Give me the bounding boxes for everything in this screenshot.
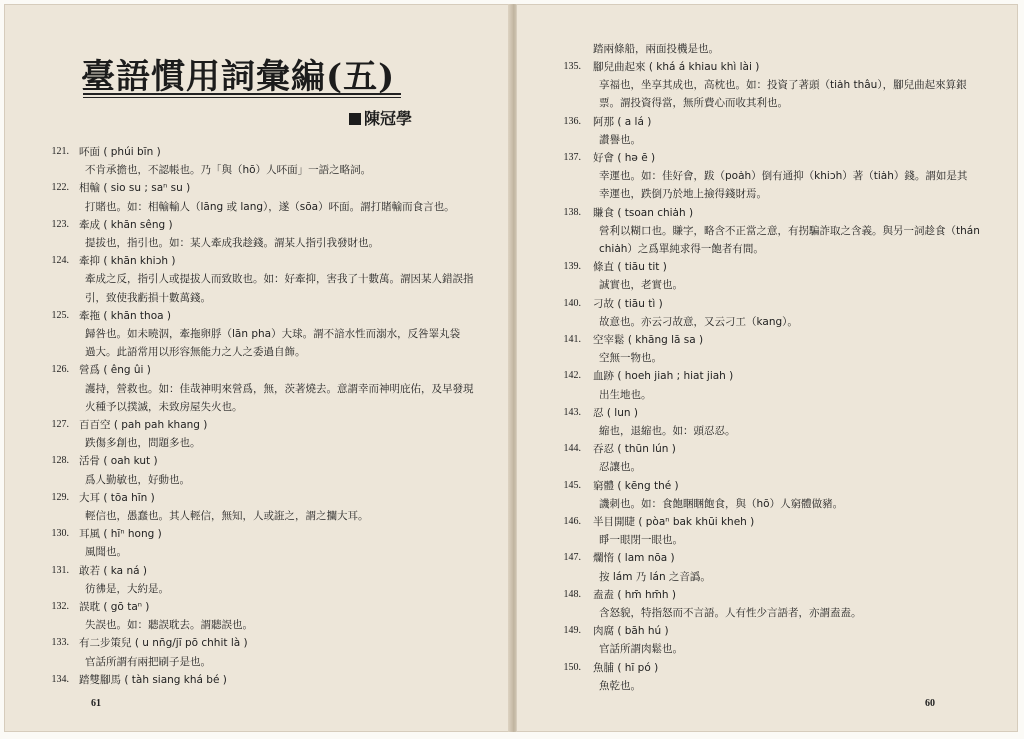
entry-definition: 爲人勤敏也，好動也。 (85, 473, 190, 486)
square-bullet-icon (349, 113, 361, 125)
entry-term: 血跡 ( hoeh jiah ; hiat jiah ) (593, 370, 734, 383)
entry-term: 空宰鬆 ( khāng lā sa ) (593, 334, 704, 346)
entry-term: 好會 ( hə ē ) (593, 152, 656, 164)
entry-number: 139. (563, 261, 581, 273)
entry-definition: 營利以糊口也。賺字，略含不正當之意，有拐騙詐取之含義。與另一詞趁食（thán (599, 224, 980, 237)
entry-definition: 輕信也，愚蠢也。其人輕信，無知，人或誑之，謂之攔大耳。 (85, 509, 369, 522)
entry-number: 142. (563, 370, 581, 382)
entry-definition: 提拔也，指引也。如：某人牽成我趁錢。謂某人指引我發財也。 (85, 236, 379, 249)
entry-number: 141. (563, 334, 581, 345)
entry-term: 賺食 ( tsoan chiȧh ) (593, 206, 694, 219)
entry-number: 150. (563, 661, 581, 673)
entry-definition: 空無一物也。 (599, 352, 662, 365)
entry-definition: 票。謂投資得當，無所費心而收其利也。 (599, 97, 788, 110)
entry-definition: 幸運也。如：佳好會，跋（poȧh）倒有通抑（khiɔh）著（tiȧh）錢。謂如是其 (599, 170, 968, 183)
entry-term: 耳風 ( hīⁿ hong ) (79, 528, 162, 541)
entry-definition: 含怒貌，特指怒而不言語。人有性少言語者，亦謂盍盍。 (599, 606, 862, 619)
entry-term: 百百空 ( pah pah khang ) (79, 419, 208, 431)
entry-definition: 跌傷多創也，問題多也。 (85, 437, 201, 450)
entry-term: 阿那 ( a lá ) (593, 115, 652, 128)
entry-number: 138. (563, 206, 581, 218)
entry-number: 133. (51, 637, 69, 649)
entry-term: 盍盍 ( hm̄ hm̄h ) (593, 588, 676, 601)
entry-term: 敢若 ( ka ná ) (79, 564, 147, 577)
page-number-left: 61 (91, 698, 101, 709)
entry-term: 爛惰 ( lam nōa ) (593, 552, 675, 565)
entry-definition: 官話所謂肉鬆也。 (599, 643, 683, 656)
entry-term: 有二步策兒 ( u nn̄g/jī pō chhit là ) (79, 637, 248, 650)
entry-term: 忍 ( lun ) (593, 406, 638, 419)
entry-number: 143. (563, 406, 581, 418)
entry-number: 140. (563, 297, 581, 309)
entry-number: 132. (51, 601, 69, 612)
entry-definition: 打賭也。如：相輸輸人（lāng 或 lang），遂（sōa）吥面。謂打賭輸而食言也。 (85, 200, 455, 213)
entry-number: 148. (563, 588, 581, 600)
entry-term: 肉腐 ( bāh hú ) (593, 625, 669, 638)
entry-term: 相輸 ( sio su ; saⁿ su ) (79, 182, 191, 195)
entry-term: 窮體 ( kēng thé ) (593, 479, 679, 492)
entry-number: 124. (51, 255, 69, 267)
entry-definition: 過大。此語常用以形容無能力之人之委過自飾。 (85, 346, 306, 359)
entry-definition: 出生地也。 (599, 388, 652, 401)
entry-number: 149. (563, 625, 581, 637)
entry-definition: 魚乾也。 (599, 679, 641, 692)
entry-term: 誤耽 ( gō taⁿ ) (79, 601, 150, 613)
entry-number: 136. (563, 115, 581, 127)
entry-number: 144. (563, 443, 581, 455)
entry-number: 123. (51, 218, 69, 230)
author-byline (349, 106, 412, 129)
entry-definition: 火種予以撲滅，未致房屋失火也。 (85, 400, 243, 413)
entry-number: 137. (563, 152, 581, 163)
entry-definition: 故意也。亦云刁故意，又云刁工（kang）。 (599, 315, 798, 328)
entry-number: 122. (51, 182, 69, 194)
entry-term: 活骨 ( oah kut ) (79, 455, 158, 468)
entry-number: 121. (51, 146, 69, 157)
entry-term: 半目開睫 ( pòaⁿ bak khūi kheh ) (593, 516, 755, 528)
entry-number: 125. (51, 309, 69, 321)
entry-number: 127. (51, 419, 69, 430)
entry-definition: 縮也，退縮也。如：頭忍忍。 (599, 424, 736, 437)
title-rule-thin (83, 97, 401, 98)
entry-definition: 睜一眼閉一眼也。 (599, 534, 683, 547)
page-number-right: 60 (925, 698, 935, 709)
entry-definition: 忍讓也。 (599, 461, 641, 474)
entry-definition: 不肯承擔也，不認帳也。乃「與（hō）人吥面」一語之略詞。 (85, 164, 372, 177)
entry-term: 踏雙腳馬 ( tàh siang khá bé ) (79, 673, 227, 686)
author-name: 陳冠學 (364, 109, 413, 128)
entry-definition: 誠實也，老實也。 (599, 279, 683, 292)
right-page: 踏兩條船，兩面投機是也。 135. 腳兒曲起來 ( khá á khiau khì lài ) 享福也，坐享其成也，高枕也。如：投資了著頭（tiȧh thâu），腳兒曲起來算銀 票。謂投資得當，無所費心而收其利也。 136. 阿那 ( a lá ) 讚譽也。 137. 好會 ( hə ē ) 幸運也。如：佳好會，跋（poȧh）倒有通抑（khiɔh）著（tiȧh）錢。謂如是其 幸運也，跌倒乃於地上撿得錢財焉。 138. 賺食 ( tsoan chiȧh ) 營利以糊口也。賺字，略含不正當之意，有拐騙詐取之含義。與另一詞趁食（thán chiȧh）之爲單純求得一飽者有間。 139. 條直 ( tiāu tit ) 誠實也，老實也。 140. 刁故 ( tiāu tì ) 故意也。亦云刁故意，又云刁工（kang）。 141. 空宰鬆 ( khāng lā sa ) 空無一物也。 142. 血跡 ( hoeh jiah ; hiat jiah ) 出生地也。 143. 忍 ( lun ) 縮也，退縮也。如：頭忍忍。 144. 吞忍 ( thūn lún ) 忍讓也。 145. 窮體 ( kēng thé ) 譏刺也。如：食飽睏睏飽食，與（hō）人窮體做豬。 146. 半目開睫 ( pòaⁿ bak khūi kheh ) 睜一眼閉一眼也。 147. 爛惰 ( lam nōa ) 按 lám 乃 lán 之音譌。 148. 盍盍 ( hm̄ hm̄h ) 含怒貌，特指怒而不言語。人有性少言語者，亦謂盍盍。 149. 肉腐 ( bāh hú ) 官話所謂肉鬆也。 150. 魚脯 ( hī pó ) 魚乾也。 60 (516, 4, 1018, 732)
entry-definition: 牽成之反，指引人或提拔人而致敗也。如：好牽抑，害我了十數萬。謂因某人錯誤指 (85, 273, 474, 286)
entry-number: 147. (563, 552, 581, 564)
entry-number: 126. (51, 364, 69, 376)
entry-term: 吞忍 ( thūn lún ) (593, 443, 676, 456)
title-rule (83, 93, 401, 95)
entry-number: 146. (563, 516, 581, 527)
entry-definition: 幸運也，跌倒乃於地上撿得錢財焉。 (599, 188, 767, 201)
entry-term: 牽抑 ( khān khiɔh ) (79, 255, 176, 268)
entry-number: 145. (563, 479, 581, 491)
entry-term: 魚脯 ( hī pó ) (593, 661, 659, 674)
entry-term: 腳兒曲起來 ( khá á khiau khì lài ) (593, 61, 760, 73)
entry-number: 134. (51, 673, 69, 685)
page-title: 臺語慣用詞彙編(五) (81, 57, 396, 97)
entry-number: 129. (51, 491, 69, 503)
entry-definition: 引，致使我虧損十數萬錢。 (85, 291, 211, 304)
entry-definition: chiȧh）之爲單純求得一飽者有間。 (599, 242, 764, 255)
entry-definition: 享福也，坐享其成也，高枕也。如：投資了著頭（tiȧh thâu），腳兒曲起來算銀 (599, 79, 967, 92)
entry-term: 牽拖 ( khān thoa ) (79, 309, 171, 322)
entry-definition: 歸咎也。如未曉泅，牽拖卵脬（lān pha）大球。謂不諳水性而溺水，反咎睪丸袋 (85, 327, 461, 340)
entry-number: 130. (51, 528, 69, 540)
entry-number: 131. (51, 564, 69, 576)
entry-definition: 按 lám 乃 lán 之音譌。 (599, 570, 711, 583)
entry-number: 128. (51, 455, 69, 467)
entry-term: 牽成 ( khān sêng ) (79, 218, 173, 231)
entry-definition: 護持，營救也。如：佳哉神明來營爲，無，茨著燒去。意謂幸而神明庇佑，及早發現 (85, 382, 474, 395)
left-page (4, 4, 510, 732)
entry-definition: 失誤也。如：聽誤耽去。謂聽誤也。 (85, 619, 253, 632)
entry-number: 135. (563, 61, 581, 72)
entry-term: 大耳 ( tōa hīn ) (79, 491, 155, 504)
entry-definition: 官話所謂有兩把刷子是也。 (85, 655, 211, 668)
entry-term: 刁故 ( tiāu tì ) (593, 297, 663, 310)
entry-definition: 讚譽也。 (599, 133, 641, 146)
entry-term: 營爲 ( êng ûi ) (79, 364, 151, 377)
entry-definition: 風聞也。 (85, 546, 127, 559)
entry-definition: 彷彿是，大約是。 (85, 582, 169, 595)
entry-term: 條直 ( tiāu tit ) (593, 261, 667, 274)
entry-definition: 譏刺也。如：食飽睏睏飽食，與（hō）人窮體做豬。 (599, 497, 844, 510)
entry-term: 吥面 ( phúi bīn ) (79, 146, 161, 158)
